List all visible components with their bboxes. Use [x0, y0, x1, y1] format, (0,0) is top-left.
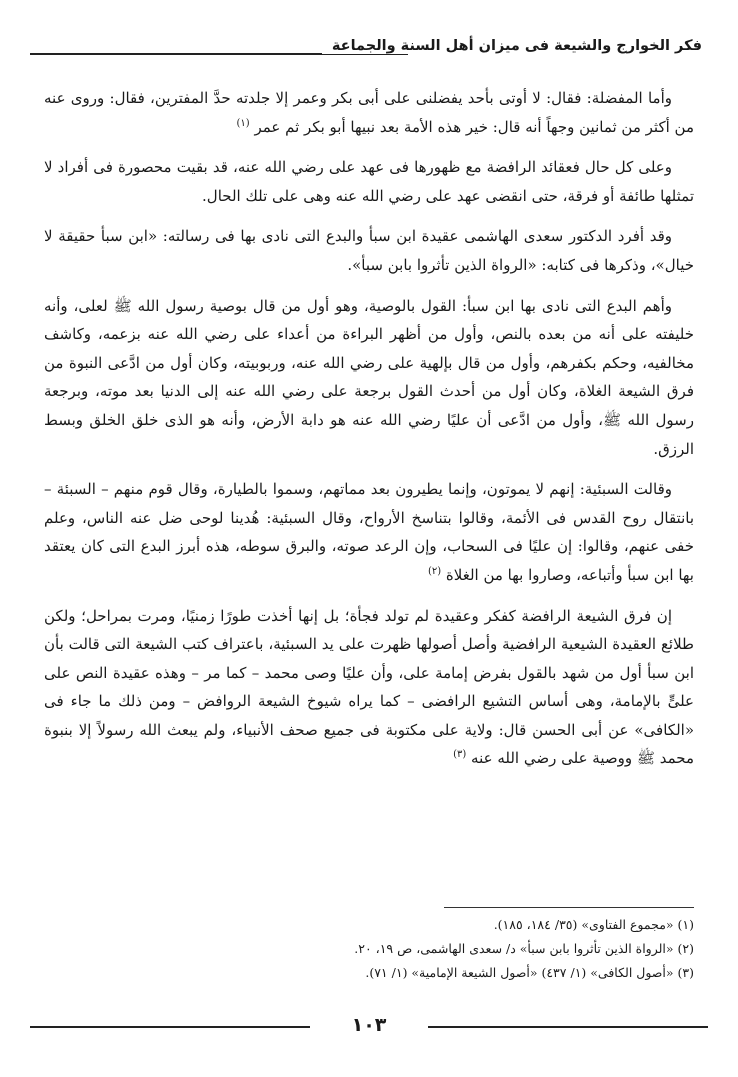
footnote-2: (٢) «الرواة الذين تأثروا بابن سبأ» د/ سعدى الهاشمى، ص ١٩، ٢٠.	[354, 941, 694, 956]
paragraph-5	[44, 475, 694, 589]
footnotes	[44, 913, 694, 985]
paragraph-5-text: وقالت السبئية: إنهم لا يموتون، وإنما يطيرون بعد مماتهم، وسموا بالطيارة، وقال قوم منهم – السبئة – بانتقال روح القدس فى الأئمة، وقالوا بتناسخ الأرواح، وقال السبئية: هُدينا لوحى ضل عنه الناس، وعلم خفى عنهم، وقالوا: إن عليًا فى السحاب، وإن الرعد صوته، والبرق سوطه، هذه أبرز البدع التى كان يعتقد بها ابن سبأ وأتباعه، وصاروا بها من الغلاة	[44, 480, 694, 584]
paragraph-6	[44, 602, 694, 774]
footnote-ref-1: (١)	[236, 117, 250, 129]
paragraph-3-text: وقد أفرد الدكتور سعدى الهاشمى عقيدة ابن سبأ والبدع التى نادى بها فى رسالته: «ابن سبأ حقيقة لا خيال»، وذكرها فى كتابه: «الرواة الذين تأثروا بابن سبأ».	[44, 227, 694, 274]
header-title: فكر الخوارج والشيعة فى ميزان أهل السنة والجماعة	[322, 38, 702, 54]
body-text	[44, 84, 694, 785]
paragraph-2-text: وعلى كل حال فعقائد الرافضة مع ظهورها فى عهد على رضي الله عنه، قد بقيت محصورة فى أفراد لا تمثلها طائفة أو فرقة، حتى انقضى عهد على رضي الله عنه وهى على تلك الحال.	[44, 158, 694, 205]
paragraph-6-text: إن فرق الشيعة الرافضة كفكر وعقيدة لم تولد فجأة؛ بل إنها أخذت طورًا زمنيًا، ومرت بمراحل؛ ولكن طلائع العقيدة الشيعية الرافضية وأصل أصولها ظهرت على يد السبئية، باعتراف كتب الشيعة التى قالت بأن ابن سبأ أول من شهد بالقول بفرض إمامة على، وأن عليًا وصى محمد – كما مر – وهذه عقيدة النص على علىٍّ بالإمامة، وهى أساس التشيع الرافضى – كما يراه شيوخ الشيعة الروافض – ومن ذلك ما جاء فى «الكافى» عن أبى الحسن قال: ولاية على مكتوبة فى جميع صحف الأنبياء، ولم يبعث الله رسولاً إلا بنبوة محمد ﷺ ووصية على رضي الله عنه	[44, 606, 694, 768]
running-header	[30, 28, 708, 68]
footnote-3: (٣) «أصول الكافى» (١/ ٤٣٧) «أصول الشيعة الإمامية» (١/ ٧١).	[365, 965, 694, 980]
footnote-divider	[444, 907, 694, 908]
footnote-ref-3: (٣)	[453, 749, 467, 761]
paragraph-1	[44, 84, 694, 141]
page-footer	[30, 1012, 708, 1042]
paragraph-1-text: وأما المفضلة: فقال: لا أوتى بأحد يفضلنى على أبى بكر وعمر إلا جلدته حدَّ المفترين، فقال: وروى عنه من أكثر من ثمانين وجهاً أنه قال: خير هذه الأمة بعد نبيها أبو بكر ثم عمر	[44, 89, 694, 136]
paragraph-3	[44, 222, 694, 279]
paragraph-2	[44, 153, 694, 210]
footnote-1: (١) «مجموع الفتاوى» (٣٥/ ١٨٤، ١٨٥).	[493, 917, 694, 932]
paragraph-4-text: وأهم البدع التى نادى بها ابن سبأ: القول بالوصية، وهو أول من قال بوصية رسول الله ﷺ لعلى، وأنه خليفته على أنه من بعده بالنص، وأول من أظهر البراءة من أعداء على رضي الله عنه بزعمه، وكاشف مخالفيه، وحكم بكفرهم، وأول من قال بإلهية على رضي الله عنه، وربوبيته، وكان أول من ادَّعى النبوة من فرق الشيعة الغلاة، وكان أول من أحدث القول برجعة على رضي الله عنه إلى الدنيا بعد موته، وبرجعة رسول الله ﷺ، وأول من ادَّعى أن عليًا رضي الله عنه هو دابة الأرض، وأنه هو الذى خلق الخلق وبسط الرزق.	[44, 296, 694, 458]
footnote-ref-2: (٢)	[427, 565, 442, 577]
page-number: ١٠٣	[351, 1014, 387, 1036]
paragraph-4	[44, 292, 694, 464]
